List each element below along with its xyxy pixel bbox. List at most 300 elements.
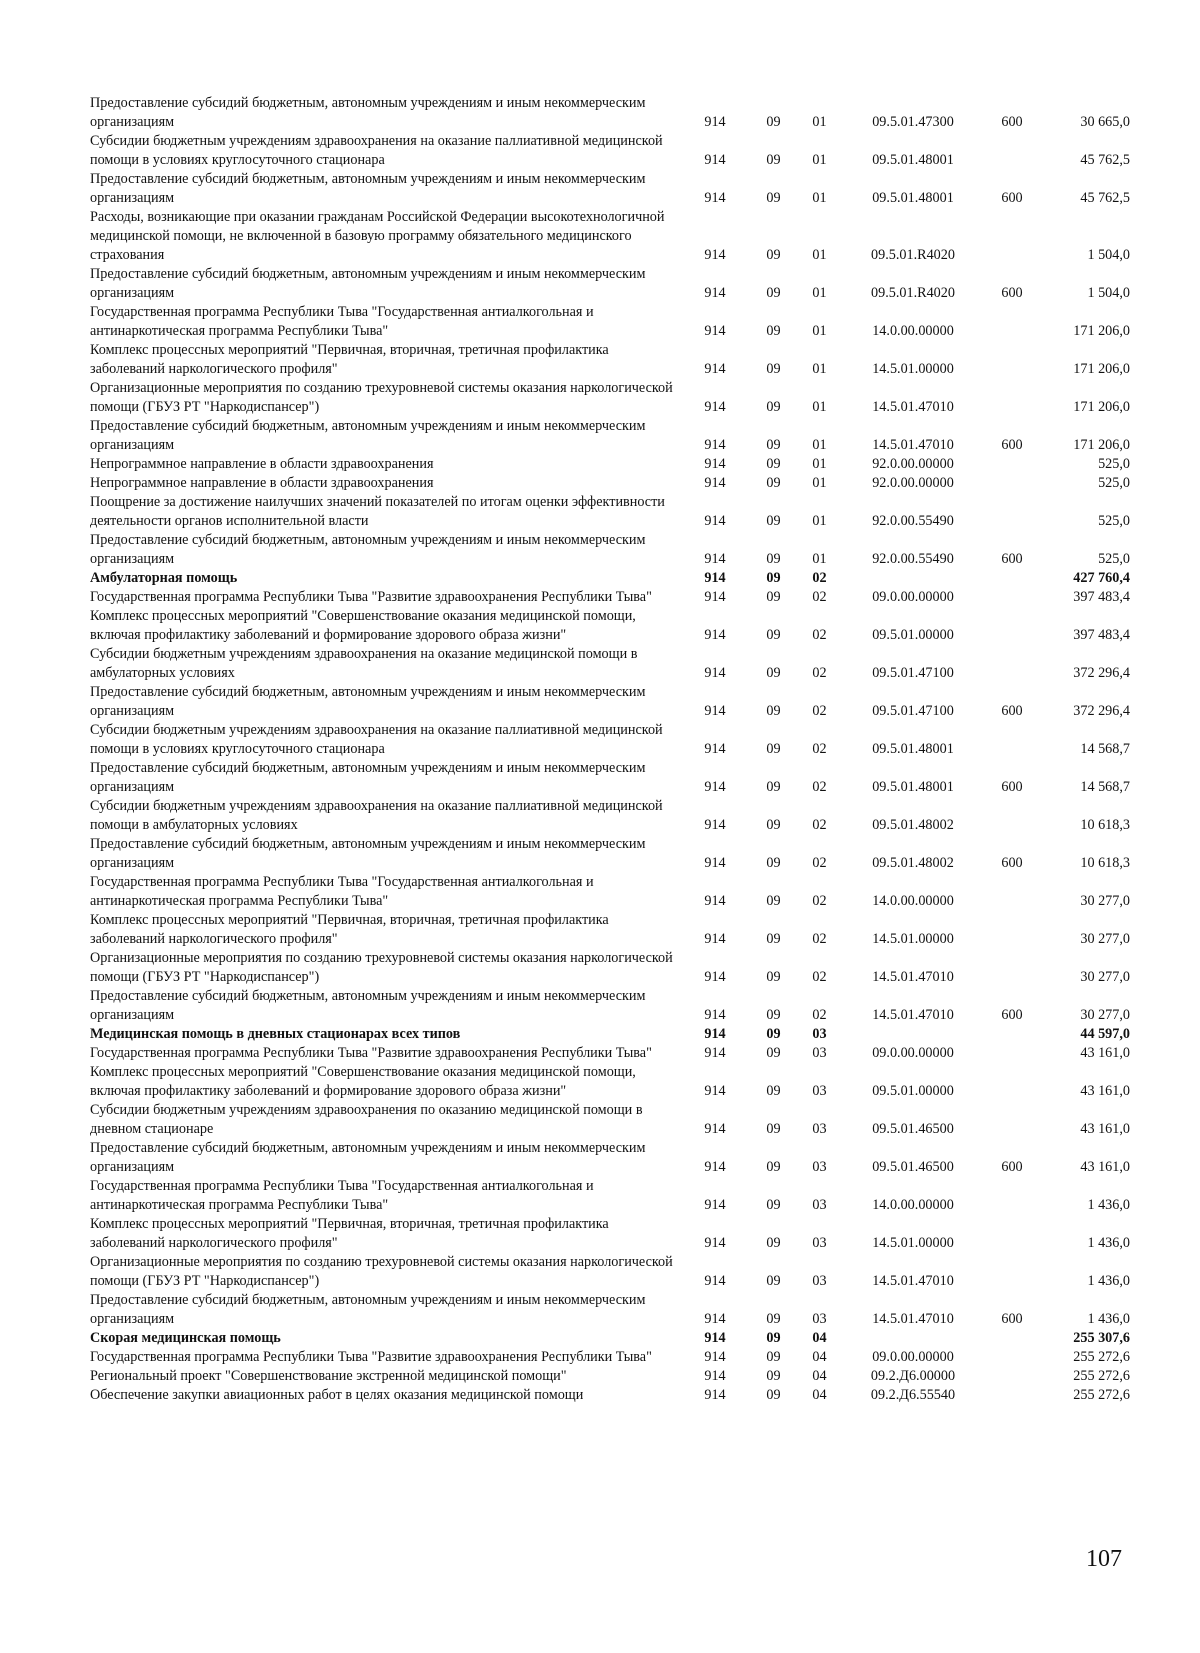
cell-min: 914 (704, 570, 726, 586)
cell-csr: 14.5.01.47010 (872, 437, 954, 453)
cell-csr: 09.5.01.48001 (872, 190, 954, 206)
cell-vr (984, 303, 1040, 341)
section-header-row (90, 1025, 1130, 1044)
cell-rz: 09 (766, 551, 781, 567)
cell-min: 914 (704, 589, 726, 605)
cell-vr: 600 (1001, 703, 1023, 719)
cell-desc: Предоставление субсидий бюджетным, автономным учреждениям и иным некоммерческим организациям (90, 266, 646, 301)
cell-pr: 02 (812, 1007, 827, 1023)
cell-csr: 14.5.01.47010 (872, 1273, 954, 1289)
cell-vr: 600 (1001, 551, 1023, 567)
cell-vr: 600 (1001, 1159, 1023, 1175)
cell-amt: 171 206,0 (1073, 323, 1130, 339)
cell-vr (984, 645, 1040, 683)
cell-vr (984, 1215, 1040, 1253)
table-row (90, 1348, 1130, 1367)
cell-amt: 1 436,0 (1087, 1273, 1130, 1289)
cell-vr (984, 588, 1040, 607)
table-row (90, 1044, 1130, 1063)
cell-min: 914 (704, 513, 726, 529)
cell-rz: 09 (766, 1368, 781, 1384)
cell-csr: 92.0.00.00000 (872, 475, 954, 491)
cell-vr (984, 1329, 1040, 1348)
cell-rz: 09 (766, 456, 781, 472)
table-row (90, 303, 1130, 341)
cell-desc: Предоставление субсидий бюджетным, автономным учреждениям и иным некоммерческим организациям (90, 836, 646, 871)
cell-csr: 09.5.01.48002 (872, 817, 954, 833)
cell-rz: 09 (766, 570, 781, 586)
cell-min: 914 (704, 703, 726, 719)
cell-vr (984, 1253, 1040, 1291)
cell-desc: Предоставление субсидий бюджетным, автономным учреждениям и иным некоммерческим организациям (90, 988, 646, 1023)
cell-pr: 02 (812, 893, 827, 909)
cell-pr: 01 (812, 437, 827, 453)
cell-pr: 01 (812, 361, 827, 377)
cell-amt: 397 483,4 (1073, 589, 1130, 605)
table-row (90, 1367, 1130, 1386)
cell-desc: Государственная программа Республики Тыва "Развитие здравоохранения Республики Тыва" (90, 1045, 652, 1061)
cell-desc: Субсидии бюджетным учреждениям здравоохранения на оказание паллиативной медицинской помощи в амбулаторных условиях (90, 798, 663, 833)
cell-min: 914 (704, 931, 726, 947)
cell-desc: Предоставление субсидий бюджетным, автономным учреждениям и иным некоммерческим организациям (90, 95, 646, 130)
cell-pr: 01 (812, 399, 827, 415)
table-row (90, 379, 1130, 417)
cell-csr: 09.5.01.46500 (872, 1159, 954, 1175)
cell-desc: Предоставление субсидий бюджетным, автономным учреждениям и иным некоммерческим организациям (90, 684, 646, 719)
cell-desc: Субсидии бюджетным учреждениям здравоохранения на оказание медицинской помощи в амбулаторных условиях (90, 646, 638, 681)
cell-desc: Непрограммное направление в области здравоохранения (90, 475, 434, 491)
cell-min: 914 (704, 1349, 726, 1365)
cell-min: 914 (704, 969, 726, 985)
cell-min: 914 (704, 1311, 726, 1327)
table-row (90, 417, 1130, 455)
cell-desc: Государственная программа Республики Тыва "Развитие здравоохранения Республики Тыва" (90, 1349, 652, 1365)
cell-amt: 1 436,0 (1087, 1197, 1130, 1213)
cell-vr: 600 (1001, 1311, 1023, 1327)
section-header-row (90, 569, 1130, 588)
cell-min: 914 (704, 1026, 726, 1042)
cell-pr: 02 (812, 969, 827, 985)
cell-rz: 09 (766, 1235, 781, 1251)
cell-amt: 372 296,4 (1073, 703, 1130, 719)
cell-vr: 600 (1001, 437, 1023, 453)
cell-desc: Государственная программа Республики Тыва "Государственная антиалкогольная и антинаркотическая программа Республики Тыва" (90, 1178, 594, 1213)
table-row (90, 645, 1130, 683)
cell-pr: 01 (812, 456, 827, 472)
cell-desc: Предоставление субсидий бюджетным, автономным учреждениям и иным некоммерческим организациям (90, 532, 646, 567)
cell-pr: 03 (812, 1273, 827, 1289)
cell-desc: Государственная программа Республики Тыва "Государственная антиалкогольная и антинаркотическая программа Республики Тыва" (90, 304, 594, 339)
cell-vr (984, 493, 1040, 531)
cell-vr (984, 1386, 1040, 1405)
cell-rz: 09 (766, 703, 781, 719)
cell-desc: Субсидии бюджетным учреждениям здравоохранения по оказанию медицинской помощи в дневном стационаре (90, 1102, 643, 1137)
cell-amt: 43 161,0 (1080, 1045, 1130, 1061)
cell-min: 914 (704, 456, 726, 472)
cell-pr: 03 (812, 1121, 827, 1137)
cell-pr: 03 (812, 1045, 827, 1061)
cell-csr: 14.0.00.00000 (872, 323, 954, 339)
cell-rz: 09 (766, 1349, 781, 1365)
cell-amt: 43 161,0 (1080, 1083, 1130, 1099)
cell-vr (984, 455, 1040, 474)
budget-table (90, 94, 1130, 1405)
cell-amt: 372 296,4 (1073, 665, 1130, 681)
cell-desc: Медицинская помощь в дневных стационарах всех типов (90, 1026, 461, 1042)
cell-amt: 525,0 (1098, 475, 1130, 491)
cell-amt: 171 206,0 (1073, 399, 1130, 415)
cell-pr: 02 (812, 589, 827, 605)
cell-rz: 09 (766, 361, 781, 377)
cell-vr (984, 208, 1040, 265)
table-row (90, 1215, 1130, 1253)
table-row (90, 607, 1130, 645)
cell-vr (984, 911, 1040, 949)
cell-vr (984, 873, 1040, 911)
cell-desc: Амбулаторная помощь (90, 570, 238, 586)
table-row (90, 835, 1130, 873)
cell-csr: 09.0.00.00000 (872, 589, 954, 605)
cell-min: 914 (704, 323, 726, 339)
cell-amt: 397 483,4 (1073, 627, 1130, 643)
cell-desc: Субсидии бюджетным учреждениям здравоохранения на оказание паллиативной медицинской помощи в условиях круглосуточного стационара (90, 722, 663, 757)
cell-min: 914 (704, 399, 726, 415)
cell-pr: 02 (812, 703, 827, 719)
cell-vr (984, 1044, 1040, 1063)
cell-rz: 09 (766, 323, 781, 339)
cell-desc: Комплекс процессных мероприятий "Совершенствование оказания медицинской помощи, включая профилактику заболеваний и формирование здорового образа жизни" (90, 1064, 636, 1099)
cell-min: 914 (704, 1159, 726, 1175)
cell-csr: 14.0.00.00000 (872, 1197, 954, 1213)
table-row (90, 1253, 1130, 1291)
cell-pr: 01 (812, 513, 827, 529)
cell-amt: 10 618,3 (1080, 855, 1130, 871)
cell-rz: 09 (766, 893, 781, 909)
table-row (90, 683, 1130, 721)
cell-pr: 02 (812, 665, 827, 681)
cell-csr: 09.0.00.00000 (872, 1349, 954, 1365)
table-row (90, 721, 1130, 759)
table-row (90, 474, 1130, 493)
cell-rz: 09 (766, 1197, 781, 1213)
cell-amt: 43 161,0 (1080, 1159, 1130, 1175)
cell-rz: 09 (766, 1045, 781, 1061)
cell-vr: 600 (1001, 855, 1023, 871)
cell-amt: 45 762,5 (1080, 152, 1130, 168)
cell-rz: 09 (766, 513, 781, 529)
cell-rz: 09 (766, 1007, 781, 1023)
cell-vr (984, 1101, 1040, 1139)
table-row (90, 341, 1130, 379)
cell-csr: 09.5.01.48001 (872, 779, 954, 795)
cell-vr (984, 797, 1040, 835)
cell-csr: 14.5.01.47010 (872, 399, 954, 415)
cell-pr: 02 (812, 931, 827, 947)
cell-desc: Расходы, возникающие при оказании гражданам Российской Федерации высокотехнологичной медицинской помощи, не включенной в базовую программу обязательного медицинского страхования (90, 209, 665, 263)
cell-pr: 02 (812, 817, 827, 833)
cell-amt: 14 568,7 (1080, 779, 1130, 795)
cell-vr (984, 1025, 1040, 1044)
cell-vr (984, 379, 1040, 417)
cell-desc: Организационные мероприятия по созданию трехуровневой системы оказания наркологической помощи (ГБУЗ РТ "Наркодиспансер") (90, 1254, 673, 1289)
cell-rz: 09 (766, 1330, 781, 1346)
cell-vr (984, 1177, 1040, 1215)
cell-desc: Комплекс процессных мероприятий "Первичная, вторичная, третичная профилактика заболеваний наркологического профиля" (90, 342, 609, 377)
cell-amt: 171 206,0 (1073, 437, 1130, 453)
cell-vr (984, 607, 1040, 645)
table-row (90, 1386, 1130, 1405)
cell-min: 914 (704, 893, 726, 909)
page-number: 107 (1086, 1546, 1122, 1572)
cell-vr (984, 1348, 1040, 1367)
cell-pr: 01 (812, 323, 827, 339)
table-row (90, 1291, 1130, 1329)
cell-amt: 1 504,0 (1087, 285, 1130, 301)
cell-amt: 43 161,0 (1080, 1121, 1130, 1137)
cell-min: 914 (704, 741, 726, 757)
cell-vr: 600 (1001, 285, 1023, 301)
cell-amt: 525,0 (1098, 513, 1130, 529)
cell-csr: 09.5.01.47100 (872, 703, 954, 719)
cell-min: 914 (704, 437, 726, 453)
cell-pr: 01 (812, 551, 827, 567)
cell-vr: 600 (1001, 114, 1023, 130)
cell-desc: Региональный проект "Совершенствование экстренной медицинской помощи" (90, 1368, 567, 1384)
table-row (90, 1139, 1130, 1177)
cell-csr: 14.5.01.47010 (872, 969, 954, 985)
cell-amt: 255 272,6 (1073, 1387, 1130, 1403)
cell-vr (984, 721, 1040, 759)
cell-csr: 92.0.00.00000 (872, 456, 954, 472)
table-row (90, 493, 1130, 531)
cell-amt: 525,0 (1098, 551, 1130, 567)
cell-pr: 03 (812, 1235, 827, 1251)
cell-csr: 14.0.00.00000 (872, 893, 954, 909)
cell-amt: 255 272,6 (1073, 1368, 1130, 1384)
cell-pr: 01 (812, 247, 827, 263)
cell-rz: 09 (766, 247, 781, 263)
cell-desc: Государственная программа Республики Тыва "Государственная антиалкогольная и антинаркотическая программа Республики Тыва" (90, 874, 594, 909)
cell-csr: 92.0.00.55490 (872, 513, 954, 529)
cell-amt: 30 277,0 (1080, 1007, 1130, 1023)
cell-vr: 600 (1001, 1007, 1023, 1023)
cell-pr: 01 (812, 285, 827, 301)
table-row (90, 265, 1130, 303)
cell-min: 914 (704, 1273, 726, 1289)
cell-pr: 01 (812, 475, 827, 491)
table-row (90, 1177, 1130, 1215)
cell-amt: 171 206,0 (1073, 361, 1130, 377)
cell-min: 914 (704, 551, 726, 567)
cell-pr: 04 (812, 1368, 827, 1384)
cell-amt: 255 307,6 (1073, 1330, 1130, 1346)
cell-amt: 1 436,0 (1087, 1311, 1130, 1327)
cell-csr (842, 569, 984, 588)
cell-min: 914 (704, 855, 726, 871)
cell-csr: 09.5.01.48001 (872, 152, 954, 168)
cell-pr: 02 (812, 627, 827, 643)
cell-min: 914 (704, 1235, 726, 1251)
cell-csr: 09.5.01.47100 (872, 665, 954, 681)
table-row (90, 208, 1130, 265)
cell-min: 914 (704, 1045, 726, 1061)
cell-amt: 45 762,5 (1080, 190, 1130, 206)
cell-pr: 02 (812, 779, 827, 795)
cell-amt: 14 568,7 (1080, 741, 1130, 757)
cell-csr: 09.0.00.00000 (872, 1045, 954, 1061)
cell-desc: Обеспечение закупки авиационных работ в целях оказания медицинской помощи (90, 1387, 584, 1403)
cell-csr: 09.5.01.R4020 (871, 247, 955, 263)
cell-min: 914 (704, 1330, 726, 1346)
cell-vr: 600 (1001, 190, 1023, 206)
cell-vr (984, 132, 1040, 170)
cell-rz: 09 (766, 399, 781, 415)
cell-pr: 03 (812, 1083, 827, 1099)
cell-min: 914 (704, 627, 726, 643)
cell-pr: 03 (812, 1311, 827, 1327)
cell-csr (842, 1329, 984, 1348)
cell-amt: 30 277,0 (1080, 969, 1130, 985)
cell-min: 914 (704, 665, 726, 681)
cell-csr: 09.5.01.46500 (872, 1121, 954, 1137)
cell-rz: 09 (766, 114, 781, 130)
cell-rz: 09 (766, 1121, 781, 1137)
cell-min: 914 (704, 114, 726, 130)
cell-rz: 09 (766, 931, 781, 947)
table-row (90, 759, 1130, 797)
cell-csr: 09.2.Д6.55540 (870, 1387, 956, 1403)
cell-min: 914 (704, 190, 726, 206)
cell-rz: 09 (766, 589, 781, 605)
cell-pr: 01 (812, 152, 827, 168)
cell-vr: 600 (1001, 779, 1023, 795)
cell-rz: 09 (766, 817, 781, 833)
cell-desc: Комплекс процессных мероприятий "Первичная, вторичная, третичная профилактика заболеваний наркологического профиля" (90, 1216, 609, 1251)
cell-min: 914 (704, 1083, 726, 1099)
cell-csr: 14.5.01.00000 (872, 931, 954, 947)
cell-amt: 30 277,0 (1080, 893, 1130, 909)
cell-rz: 09 (766, 665, 781, 681)
budget-table-page (90, 94, 1130, 1405)
cell-amt: 255 272,6 (1073, 1349, 1130, 1365)
cell-vr (984, 569, 1040, 588)
cell-vr (984, 1063, 1040, 1101)
cell-csr: 09.5.01.00000 (872, 1083, 954, 1099)
cell-amt: 44 597,0 (1080, 1026, 1130, 1042)
table-row (90, 797, 1130, 835)
cell-rz: 09 (766, 475, 781, 491)
cell-vr (984, 949, 1040, 987)
cell-min: 914 (704, 817, 726, 833)
cell-rz: 09 (766, 1083, 781, 1099)
cell-pr: 01 (812, 114, 827, 130)
table-row (90, 873, 1130, 911)
cell-rz: 09 (766, 627, 781, 643)
cell-pr: 02 (812, 570, 827, 586)
cell-min: 914 (704, 285, 726, 301)
cell-desc: Комплекс процессных мероприятий "Совершенствование оказания медицинской помощи, включая профилактику заболеваний и формирование здорового образа жизни" (90, 608, 636, 643)
table-row (90, 1101, 1130, 1139)
cell-amt: 427 760,4 (1073, 570, 1130, 586)
cell-min: 914 (704, 1007, 726, 1023)
table-row (90, 987, 1130, 1025)
cell-min: 914 (704, 1387, 726, 1403)
cell-csr: 09.5.01.R4020 (871, 285, 955, 301)
cell-rz: 09 (766, 152, 781, 168)
cell-desc: Организационные мероприятия по созданию трехуровневой системы оказания наркологической помощи (ГБУЗ РТ "Наркодиспансер") (90, 950, 673, 985)
cell-desc: Субсидии бюджетным учреждениям здравоохранения на оказание паллиативной медицинской помощи в условиях круглосуточного стационара (90, 133, 663, 168)
cell-min: 914 (704, 779, 726, 795)
cell-csr: 09.5.01.00000 (872, 627, 954, 643)
cell-csr: 09.5.01.48001 (872, 741, 954, 757)
cell-pr: 02 (812, 741, 827, 757)
cell-rz: 09 (766, 779, 781, 795)
cell-desc: Комплекс процессных мероприятий "Первичная, вторичная, третичная профилактика заболеваний наркологического профиля" (90, 912, 609, 947)
cell-rz: 09 (766, 1273, 781, 1289)
cell-csr: 09.5.01.47300 (872, 114, 954, 130)
cell-csr: 09.2.Д6.00000 (870, 1368, 956, 1384)
cell-rz: 09 (766, 1311, 781, 1327)
cell-desc: Скорая медицинская помощь (90, 1330, 281, 1346)
cell-min: 914 (704, 361, 726, 377)
cell-min: 914 (704, 152, 726, 168)
cell-desc: Предоставление субсидий бюджетным, автономным учреждениям и иным некоммерческим организациям (90, 760, 646, 795)
cell-rz: 09 (766, 1026, 781, 1042)
cell-desc: Предоставление субсидий бюджетным, автономным учреждениям и иным некоммерческим организациям (90, 1292, 646, 1327)
cell-vr (984, 474, 1040, 493)
cell-rz: 09 (766, 1387, 781, 1403)
cell-rz: 09 (766, 741, 781, 757)
cell-rz: 09 (766, 969, 781, 985)
cell-pr: 01 (812, 190, 827, 206)
table-row (90, 132, 1130, 170)
section-header-row (90, 1329, 1130, 1348)
cell-vr (984, 341, 1040, 379)
cell-rz: 09 (766, 437, 781, 453)
table-row (90, 949, 1130, 987)
cell-pr: 03 (812, 1159, 827, 1175)
cell-amt: 30 665,0 (1080, 114, 1130, 130)
table-row (90, 94, 1130, 132)
cell-desc: Непрограммное направление в области здравоохранения (90, 456, 434, 472)
cell-csr: 14.5.01.47010 (872, 1311, 954, 1327)
table-row (90, 911, 1130, 949)
cell-min: 914 (704, 1197, 726, 1213)
cell-csr: 14.5.01.00000 (872, 1235, 954, 1251)
cell-csr: 09.5.01.48002 (872, 855, 954, 871)
cell-amt: 10 618,3 (1080, 817, 1130, 833)
budget-table-body (90, 94, 1130, 1405)
cell-pr: 04 (812, 1330, 827, 1346)
cell-desc: Предоставление субсидий бюджетным, автономным учреждениям и иным некоммерческим организациям (90, 1140, 646, 1175)
cell-desc: Государственная программа Республики Тыва "Развитие здравоохранения Республики Тыва" (90, 589, 652, 605)
cell-csr: 14.5.01.47010 (872, 1007, 954, 1023)
cell-rz: 09 (766, 285, 781, 301)
cell-min: 914 (704, 247, 726, 263)
cell-csr: 92.0.00.55490 (872, 551, 954, 567)
table-row (90, 1063, 1130, 1101)
cell-vr (984, 1367, 1040, 1386)
table-row (90, 531, 1130, 569)
cell-pr: 02 (812, 855, 827, 871)
cell-min: 914 (704, 1368, 726, 1384)
table-row (90, 455, 1130, 474)
cell-pr: 03 (812, 1197, 827, 1213)
cell-amt: 525,0 (1098, 456, 1130, 472)
table-row (90, 588, 1130, 607)
cell-desc: Предоставление субсидий бюджетным, автономным учреждениям и иным некоммерческим организациям (90, 418, 646, 453)
cell-desc: Предоставление субсидий бюджетным, автономным учреждениям и иным некоммерческим организациям (90, 171, 646, 206)
